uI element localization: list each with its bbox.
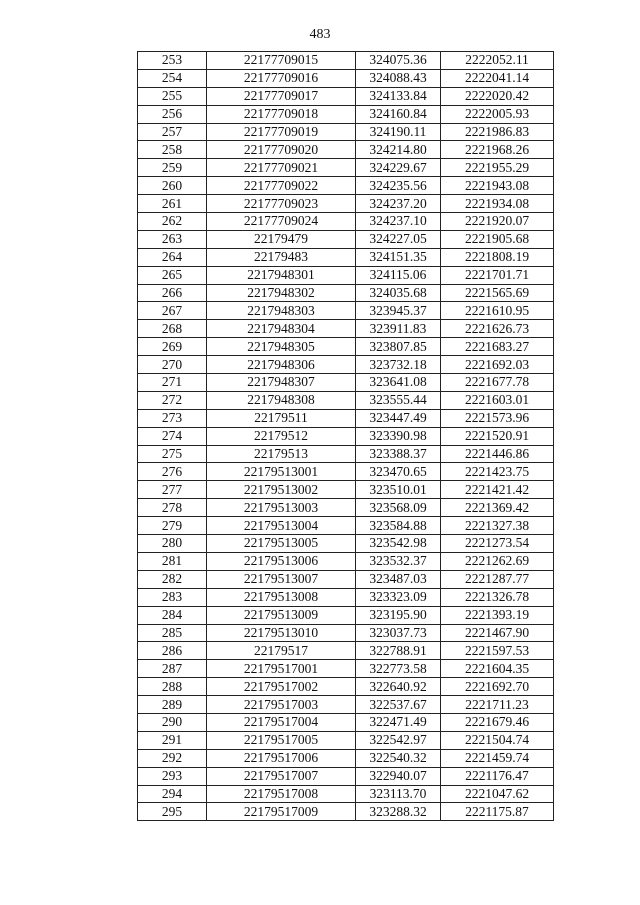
y-coordinate-cell: 2221273.54: [441, 535, 554, 553]
row-number-cell: 270: [138, 356, 207, 374]
table-row: [138, 52, 554, 70]
point-id-cell: 22179517003: [207, 696, 356, 714]
table-row: [138, 535, 554, 553]
row-number-cell: 280: [138, 535, 207, 553]
y-coordinate-cell: 2221326.78: [441, 588, 554, 606]
row-number-cell: 286: [138, 642, 207, 660]
x-coordinate-cell: 324075.36: [356, 52, 441, 70]
y-coordinate-cell: 2221692.70: [441, 678, 554, 696]
row-number-cell: 253: [138, 52, 207, 70]
row-number-cell: 263: [138, 230, 207, 248]
point-id-cell: 22177709018: [207, 105, 356, 123]
y-coordinate-cell: 2221808.19: [441, 248, 554, 266]
x-coordinate-cell: 324229.67: [356, 159, 441, 177]
y-coordinate-cell: 2221701.71: [441, 266, 554, 284]
y-coordinate-cell: 2221603.01: [441, 391, 554, 409]
y-coordinate-cell: 2221597.53: [441, 642, 554, 660]
y-coordinate-cell: 2221573.96: [441, 409, 554, 427]
x-coordinate-cell: 323945.37: [356, 302, 441, 320]
point-id-cell: 2217948302: [207, 284, 356, 302]
row-number-cell: 290: [138, 713, 207, 731]
x-coordinate-cell: 323113.70: [356, 785, 441, 803]
row-number-cell: 255: [138, 87, 207, 105]
table-row: [138, 284, 554, 302]
table-row: [138, 588, 554, 606]
table-row: [138, 105, 554, 123]
point-id-cell: 22179517007: [207, 767, 356, 785]
y-coordinate-cell: 2221459.74: [441, 749, 554, 767]
x-coordinate-cell: 324151.35: [356, 248, 441, 266]
row-number-cell: 283: [138, 588, 207, 606]
x-coordinate-cell: 324160.84: [356, 105, 441, 123]
row-number-cell: 256: [138, 105, 207, 123]
point-id-cell: 22177709019: [207, 123, 356, 141]
point-id-cell: 22179517002: [207, 678, 356, 696]
point-id-cell: 22179513008: [207, 588, 356, 606]
point-id-cell: 22179513002: [207, 481, 356, 499]
x-coordinate-cell: 323470.65: [356, 463, 441, 481]
point-id-cell: 22179517006: [207, 749, 356, 767]
row-number-cell: 293: [138, 767, 207, 785]
x-coordinate-cell: 323584.88: [356, 517, 441, 535]
table-row: [138, 445, 554, 463]
x-coordinate-cell: 323911.83: [356, 320, 441, 338]
x-coordinate-cell: 323542.98: [356, 535, 441, 553]
row-number-cell: 287: [138, 660, 207, 678]
y-coordinate-cell: 2221955.29: [441, 159, 554, 177]
table-row: [138, 391, 554, 409]
x-coordinate-cell: 324088.43: [356, 69, 441, 87]
y-coordinate-cell: 2221677.78: [441, 374, 554, 392]
table-row: [138, 803, 554, 821]
table-row: [138, 499, 554, 517]
y-coordinate-cell: 2222005.93: [441, 105, 554, 123]
point-id-cell: 2217948306: [207, 356, 356, 374]
point-id-cell: 22179517009: [207, 803, 356, 821]
x-coordinate-cell: 323447.49: [356, 409, 441, 427]
y-coordinate-cell: 2221047.62: [441, 785, 554, 803]
row-number-cell: 281: [138, 552, 207, 570]
x-coordinate-cell: 322940.07: [356, 767, 441, 785]
y-coordinate-cell: 2221920.07: [441, 213, 554, 231]
y-coordinate-cell: 2221262.69: [441, 552, 554, 570]
x-coordinate-cell: 323641.08: [356, 374, 441, 392]
row-number-cell: 278: [138, 499, 207, 517]
point-id-cell: 2217948304: [207, 320, 356, 338]
point-id-cell: 22179513003: [207, 499, 356, 517]
table-row: [138, 141, 554, 159]
row-number-cell: 295: [138, 803, 207, 821]
y-coordinate-cell: 2221369.42: [441, 499, 554, 517]
table-row: [138, 123, 554, 141]
table-row: [138, 517, 554, 535]
row-number-cell: 260: [138, 177, 207, 195]
row-number-cell: 291: [138, 731, 207, 749]
point-id-cell: 2217948307: [207, 374, 356, 392]
table-row: [138, 248, 554, 266]
table-row: [138, 570, 554, 588]
y-coordinate-cell: 2221520.91: [441, 427, 554, 445]
y-coordinate-cell: 2221692.03: [441, 356, 554, 374]
coordinates-table-body: [138, 52, 554, 821]
y-coordinate-cell: 2222041.14: [441, 69, 554, 87]
point-id-cell: 22179517005: [207, 731, 356, 749]
table-row: [138, 463, 554, 481]
x-coordinate-cell: 324227.05: [356, 230, 441, 248]
y-coordinate-cell: 2221421.42: [441, 481, 554, 499]
row-number-cell: 265: [138, 266, 207, 284]
table-row: [138, 749, 554, 767]
x-coordinate-cell: 324190.11: [356, 123, 441, 141]
y-coordinate-cell: 2221626.73: [441, 320, 554, 338]
x-coordinate-cell: 323555.44: [356, 391, 441, 409]
table-row: [138, 87, 554, 105]
y-coordinate-cell: 2221711.23: [441, 696, 554, 714]
table-row: [138, 266, 554, 284]
x-coordinate-cell: 322537.67: [356, 696, 441, 714]
y-coordinate-cell: 2221943.08: [441, 177, 554, 195]
x-coordinate-cell: 323388.37: [356, 445, 441, 463]
row-number-cell: 268: [138, 320, 207, 338]
y-coordinate-cell: 2221175.87: [441, 803, 554, 821]
y-coordinate-cell: 2221610.95: [441, 302, 554, 320]
x-coordinate-cell: 322542.97: [356, 731, 441, 749]
table-row: [138, 374, 554, 392]
y-coordinate-cell: 2221467.90: [441, 624, 554, 642]
table-row: [138, 338, 554, 356]
point-id-cell: 22177709016: [207, 69, 356, 87]
row-number-cell: 289: [138, 696, 207, 714]
point-id-cell: 22179517001: [207, 660, 356, 678]
table-row: [138, 606, 554, 624]
x-coordinate-cell: 324115.06: [356, 266, 441, 284]
point-id-cell: 22179513: [207, 445, 356, 463]
point-id-cell: 22179513010: [207, 624, 356, 642]
point-id-cell: 22179517008: [207, 785, 356, 803]
point-id-cell: 22179513009: [207, 606, 356, 624]
page-number: 483: [309, 27, 331, 42]
y-coordinate-cell: 2221986.83: [441, 123, 554, 141]
y-coordinate-cell: 2221446.86: [441, 445, 554, 463]
point-id-cell: 22179483: [207, 248, 356, 266]
point-id-cell: 2217948301: [207, 266, 356, 284]
x-coordinate-cell: 324237.10: [356, 213, 441, 231]
row-number-cell: 264: [138, 248, 207, 266]
x-coordinate-cell: 323288.32: [356, 803, 441, 821]
y-coordinate-cell: 2221968.26: [441, 141, 554, 159]
row-number-cell: 272: [138, 391, 207, 409]
y-coordinate-cell: 2221604.35: [441, 660, 554, 678]
row-number-cell: 262: [138, 213, 207, 231]
row-number-cell: 275: [138, 445, 207, 463]
y-coordinate-cell: 2221934.08: [441, 195, 554, 213]
y-coordinate-cell: 2221287.77: [441, 570, 554, 588]
x-coordinate-cell: 324237.20: [356, 195, 441, 213]
x-coordinate-cell: 323732.18: [356, 356, 441, 374]
point-id-cell: 22179479: [207, 230, 356, 248]
row-number-cell: 257: [138, 123, 207, 141]
table-row: [138, 230, 554, 248]
table-row: [138, 552, 554, 570]
table-row: [138, 731, 554, 749]
row-number-cell: 267: [138, 302, 207, 320]
coordinates-table: [137, 51, 554, 821]
y-coordinate-cell: 2221423.75: [441, 463, 554, 481]
point-id-cell: 2217948305: [207, 338, 356, 356]
y-coordinate-cell: 2221679.46: [441, 713, 554, 731]
x-coordinate-cell: 323323.09: [356, 588, 441, 606]
row-number-cell: 284: [138, 606, 207, 624]
point-id-cell: 22179513005: [207, 535, 356, 553]
x-coordinate-cell: 322540.32: [356, 749, 441, 767]
row-number-cell: 276: [138, 463, 207, 481]
point-id-cell: 22177709017: [207, 87, 356, 105]
point-id-cell: 22179513006: [207, 552, 356, 570]
y-coordinate-cell: 2221176.47: [441, 767, 554, 785]
x-coordinate-cell: 324235.56: [356, 177, 441, 195]
point-id-cell: 22177709022: [207, 177, 356, 195]
table-row: [138, 69, 554, 87]
point-id-cell: 22179513004: [207, 517, 356, 535]
row-number-cell: 277: [138, 481, 207, 499]
x-coordinate-cell: 323807.85: [356, 338, 441, 356]
y-coordinate-cell: 2221565.69: [441, 284, 554, 302]
table-row: [138, 767, 554, 785]
x-coordinate-cell: 322773.58: [356, 660, 441, 678]
point-id-cell: 22177709021: [207, 159, 356, 177]
table-row: [138, 320, 554, 338]
row-number-cell: 279: [138, 517, 207, 535]
table-row: [138, 678, 554, 696]
x-coordinate-cell: 323195.90: [356, 606, 441, 624]
row-number-cell: 288: [138, 678, 207, 696]
y-coordinate-cell: 2221504.74: [441, 731, 554, 749]
y-coordinate-cell: 2221683.27: [441, 338, 554, 356]
x-coordinate-cell: 324214.80: [356, 141, 441, 159]
x-coordinate-cell: 324035.68: [356, 284, 441, 302]
y-coordinate-cell: 2222052.11: [441, 52, 554, 70]
point-id-cell: 2217948308: [207, 391, 356, 409]
point-id-cell: 22179513007: [207, 570, 356, 588]
point-id-cell: 22179513001: [207, 463, 356, 481]
point-id-cell: 22179512: [207, 427, 356, 445]
y-coordinate-cell: 2221327.38: [441, 517, 554, 535]
row-number-cell: 271: [138, 374, 207, 392]
table-row: [138, 177, 554, 195]
x-coordinate-cell: 322471.49: [356, 713, 441, 731]
table-row: [138, 713, 554, 731]
row-number-cell: 292: [138, 749, 207, 767]
row-number-cell: 273: [138, 409, 207, 427]
row-number-cell: 258: [138, 141, 207, 159]
point-id-cell: 22177709020: [207, 141, 356, 159]
row-number-cell: 259: [138, 159, 207, 177]
x-coordinate-cell: 323390.98: [356, 427, 441, 445]
x-coordinate-cell: 323532.37: [356, 552, 441, 570]
table-row: [138, 159, 554, 177]
table-row: [138, 427, 554, 445]
row-number-cell: 254: [138, 69, 207, 87]
x-coordinate-cell: 323510.01: [356, 481, 441, 499]
point-id-cell: 22177709015: [207, 52, 356, 70]
x-coordinate-cell: 324133.84: [356, 87, 441, 105]
row-number-cell: 294: [138, 785, 207, 803]
table-row: [138, 642, 554, 660]
x-coordinate-cell: 322788.91: [356, 642, 441, 660]
x-coordinate-cell: 323487.03: [356, 570, 441, 588]
table-row: [138, 409, 554, 427]
point-id-cell: 2217948303: [207, 302, 356, 320]
table-row: [138, 356, 554, 374]
x-coordinate-cell: 323568.09: [356, 499, 441, 517]
point-id-cell: 22179511: [207, 409, 356, 427]
y-coordinate-cell: 2221905.68: [441, 230, 554, 248]
row-number-cell: 285: [138, 624, 207, 642]
row-number-cell: 282: [138, 570, 207, 588]
point-id-cell: 22177709024: [207, 213, 356, 231]
table-row: [138, 213, 554, 231]
row-number-cell: 261: [138, 195, 207, 213]
row-number-cell: 266: [138, 284, 207, 302]
table-row: [138, 785, 554, 803]
point-id-cell: 22179517004: [207, 713, 356, 731]
y-coordinate-cell: 2222020.42: [441, 87, 554, 105]
point-id-cell: 22177709023: [207, 195, 356, 213]
x-coordinate-cell: 323037.73: [356, 624, 441, 642]
table-row: [138, 660, 554, 678]
table-row: [138, 195, 554, 213]
row-number-cell: 269: [138, 338, 207, 356]
table-row: [138, 302, 554, 320]
table-row: [138, 481, 554, 499]
table-row: [138, 624, 554, 642]
table-row: [138, 696, 554, 714]
row-number-cell: 274: [138, 427, 207, 445]
point-id-cell: 22179517: [207, 642, 356, 660]
x-coordinate-cell: 322640.92: [356, 678, 441, 696]
y-coordinate-cell: 2221393.19: [441, 606, 554, 624]
